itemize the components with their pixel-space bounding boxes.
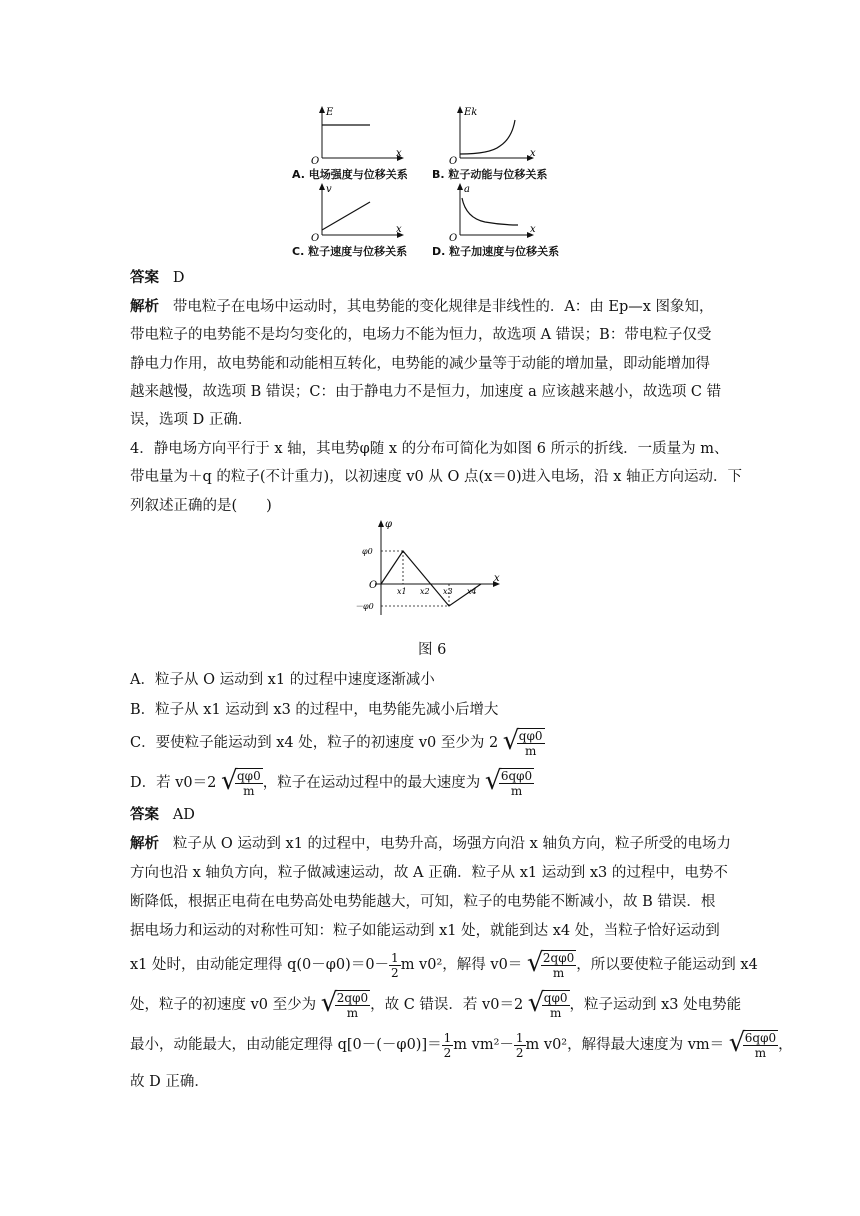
top-figure: [290, 100, 580, 260]
half-frac-2: [442, 1031, 454, 1060]
q4-line7-sqrt: [729, 1030, 778, 1060]
graph-b-caption: B. 粒子动能与位移关系: [432, 168, 548, 181]
q3-answer-label: 答案: [130, 270, 159, 286]
fig6-phi-neg: －φ0: [355, 602, 374, 611]
q4-line7-c: m v0²，解得最大速度为 vm＝: [525, 1037, 725, 1053]
option-d-num-2: √ 6qφ0: [500, 769, 533, 783]
q4-line6-num-2: √ qφ0: [543, 991, 568, 1005]
q4-stem-line-2: 带电量为＋q 的粒子(不计重力)，以初速度 v0 从 O 点(x＝0)进入电场，沿 x 轴正方向运动．下: [130, 469, 743, 485]
option-d-sqrt-2: [485, 768, 534, 798]
half-den-1: 2: [391, 965, 399, 980]
option-d-pre: D．若 v0＝2: [130, 775, 217, 791]
graph-a-ylabel: E: [326, 107, 334, 118]
q3-analysis-line-2: 带电粒子的电势能不是均匀变化的，电场力不能为恒力，故选项 A 错误；B：带电粒子仅受: [130, 327, 712, 343]
q4-stem-line-1: 4．静电场方向平行于 x 轴，其电势φ随 x 的分布可简化为如图 6 所示的折线．一质量为 m、: [130, 441, 729, 457]
q4-line6-sqrt-1: [321, 990, 370, 1020]
figure-6-svg: [355, 515, 515, 620]
fig6-x2: x2: [420, 587, 430, 596]
q4-line5-sqrt: [527, 950, 576, 980]
fig6-origin: O: [369, 580, 378, 591]
q4-line6-b: ，故 C 错误．若 v0＝2: [370, 997, 524, 1013]
q4-line5-c: ，所以要使粒子能运动到 x4: [576, 957, 758, 973]
q4-analysis-label: 解析: [130, 836, 159, 852]
q4-answer-label: 答案: [130, 807, 159, 823]
q3-analysis-text-1: 带电粒子在电场中运动时，其电势能的变化规律是非线性的．A：由 Ep—x 图象知，: [172, 299, 714, 315]
graph-c-ylabel: v: [326, 184, 332, 195]
q3-answer-value: D: [172, 270, 185, 286]
graph-b-ylabel: Ek: [464, 107, 478, 118]
q4-line6-c: ，粒子运动到 x3 处电势能: [569, 997, 742, 1013]
option-c: [130, 728, 545, 758]
q4-line6-num-1: √ 2qφ0: [336, 991, 369, 1005]
graph-c-origin: O: [311, 233, 320, 244]
q3-analysis-label: 解析: [130, 299, 159, 315]
q4-stem-line-3: 列叙述正确的是( ): [130, 498, 272, 514]
option-c-num: √ qφ0: [518, 729, 543, 743]
fig6-x3: x3: [443, 587, 453, 596]
graph-c-xlabel: x: [396, 224, 402, 235]
q3-answer: [130, 268, 184, 288]
option-c-den: m: [524, 744, 537, 758]
q4-analysis-line-5: [130, 950, 758, 980]
q4-line6-den-1: m: [346, 1006, 359, 1020]
option-c-text: C．要使粒子能运动到 x4 处，粒子的初速度 v0 至少为 2: [130, 735, 499, 751]
q3-analysis-line-4: 越来越慢，故选项 B 错误；C：由于静电力不是恒力，加速度 a 应该越来越小，故选项 C 错: [130, 384, 722, 400]
q4-line5-num: √ 2qφ0: [542, 951, 575, 965]
graph-d-caption: D. 粒子加速度与位移关系: [432, 245, 560, 258]
graph-a-caption: A. 电场强度与位移关系: [292, 168, 408, 181]
graph-a-xlabel: x: [396, 148, 402, 159]
q4-line6-sqrt-2: [528, 990, 570, 1020]
graph-d-ylabel: a: [464, 184, 470, 195]
q4-answer: [130, 805, 195, 825]
fig6-xlabel: x: [494, 573, 500, 584]
graph-d: [449, 183, 536, 244]
q4-analysis-line-3: 断降低，根据正电荷在电势高处电势能越大，可知，粒子的电势能不断减小，故 B 错误．根: [130, 894, 716, 910]
half-den-2: 2: [443, 1045, 452, 1060]
graph-b-xlabel: x: [530, 148, 536, 159]
q4-analysis-line-2: 方向也沿 x 轴负方向，粒子做减速运动，故 A 正确．粒子从 x1 运动到 x3 的过程中，电势不: [130, 865, 728, 881]
graph-c: [311, 183, 404, 244]
q4-analysis-text-1: 粒子从 O 运动到 x1 的过程中，电势升高，场强方向沿 x 轴负方向，粒子所受的电场力: [172, 836, 731, 852]
graph-d-origin: O: [449, 233, 458, 244]
option-c-sqrt: [503, 728, 545, 758]
q4-line7-b: m vm²－: [453, 1037, 514, 1053]
option-d-num-1: √ qφ0: [237, 769, 261, 783]
q4-line5-b: m v0²，解得 v0＝: [400, 957, 523, 973]
q4-line5-a: x1 处时，由动能定理得 q(0－φ0)＝0－: [130, 957, 390, 973]
q4-line7-a: 最小，动能最大，由动能定理得 q[0－(－φ0)]＝: [130, 1037, 442, 1053]
q4-line5-den: m: [552, 966, 565, 980]
fig6-x1: x1: [397, 587, 407, 596]
option-b: B．粒子从 x1 运动到 x3 的过程中，电势能先减小后增大: [130, 702, 499, 718]
option-d-mid: ，粒子在运动过程中的最大速度为: [262, 775, 481, 791]
q4-analysis-line-4: 据电场力和运动的对称性可知：粒子如能运动到 x1 处，就能到达 x4 处，当粒子恰好运动到: [130, 923, 720, 939]
figure-6-caption: 图 6: [418, 642, 447, 658]
q4-analysis-line-6: [130, 990, 741, 1020]
half-num-3: 1: [515, 1030, 524, 1045]
half-den-3: 2: [515, 1045, 524, 1060]
q3-analysis-line-5: 误，选项 D 正确．: [130, 412, 253, 428]
q4-analysis-line-8: 故 D 正确．: [130, 1074, 209, 1090]
half-frac-1: [389, 951, 401, 980]
q4-line7-d: ，: [778, 1037, 793, 1053]
half-num-2: 1: [443, 1030, 452, 1045]
graph-a: [311, 106, 404, 167]
half-num-1: 1: [391, 950, 399, 965]
option-d-den-2: m: [510, 784, 523, 798]
q4-line7-den: m: [754, 1046, 767, 1060]
q4-line7-num: √ 6qφ0: [744, 1031, 777, 1045]
q4-line6-den-2: m: [549, 1006, 562, 1020]
graph-a-origin: O: [311, 156, 320, 167]
option-d-sqrt-1: [221, 768, 263, 798]
graph-d-xlabel: x: [530, 224, 536, 235]
q3-analysis-line-1: [130, 297, 714, 317]
q4-answer-value: AD: [172, 807, 195, 823]
q4-analysis-line-1: [130, 834, 731, 854]
graph-c-caption: C. 粒子速度与位移关系: [292, 245, 408, 258]
figure-6: [355, 515, 515, 620]
fig6-phi-pos: φ0: [362, 547, 373, 556]
option-d: [130, 768, 534, 798]
option-d-den-1: m: [243, 784, 255, 798]
graph-b: [449, 106, 536, 167]
graph-b-origin: O: [449, 156, 458, 167]
q4-line6-a: 处，粒子的初速度 v0 至少为: [130, 997, 317, 1013]
fig6-ylabel: φ: [385, 519, 393, 530]
option-a: A．粒子从 O 运动到 x1 的过程中速度逐渐减小: [130, 672, 435, 688]
q3-analysis-line-3: 静电力作用，故电势能和动能相互转化，电势能的减少量等于动能的增加量，即动能增加得: [130, 356, 710, 372]
q4-analysis-line-7: [130, 1030, 793, 1060]
half-frac-3: [514, 1031, 526, 1060]
fig6-x4: x4: [467, 587, 477, 596]
